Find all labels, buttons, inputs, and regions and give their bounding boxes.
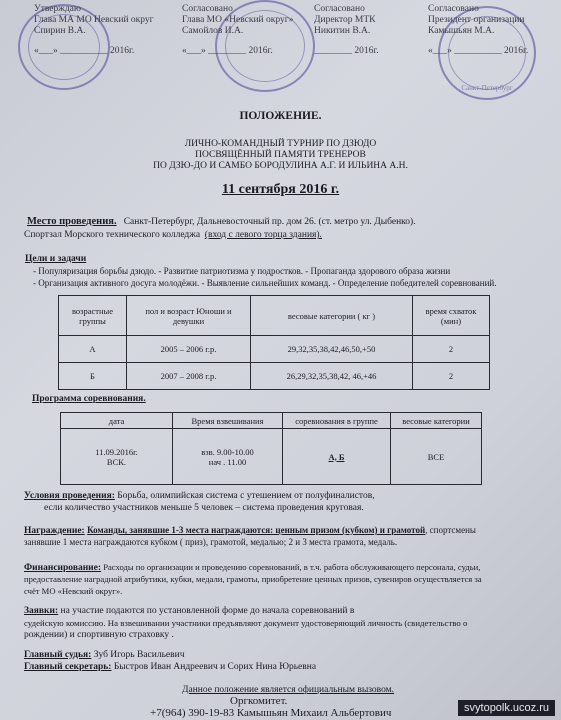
program-cell-weigh	[173, 429, 283, 485]
subtitle-2: ПОСВЯЩЁННЫЙ ПАМЯТИ ТРЕНЕРОВ	[195, 150, 366, 160]
groups-cell: А	[59, 336, 127, 363]
groups-cell: 2005 – 2006 г.р.	[127, 336, 251, 363]
approval-3-l3: Никитин В.А.	[314, 26, 371, 36]
program-weigh-2: нач . 11.00	[208, 456, 247, 467]
awards-line-2: занявшие 1 места награждаются кубком ( приз), грамотой, медалью; 2 и 3 места грамота, медаль.	[24, 537, 398, 547]
watermark[interactable]: svytopolk.ucoz.ru	[458, 700, 555, 716]
applications-text-1: на участие подаются по установленной форме до начала соревнований в	[60, 606, 355, 616]
groups-th-age: возрастные группы	[59, 296, 127, 336]
venue-address: Санкт-Петербург, Дальневосточный пр. дом 26. (ст. метро ул. Дыбенко).	[123, 217, 416, 227]
conditions-text-1: Борьба, олимпийская система с утешением от полуфиналистов,	[117, 491, 375, 501]
applications-label: Заявки:	[24, 606, 59, 616]
program-th-groups: соревнования в группе	[283, 413, 391, 429]
approval-2-l1: Согласовано	[182, 4, 233, 14]
program-th-weigh: Время взвешивания	[173, 413, 283, 429]
subtitle-3: ПО ДЗЮ-ДО И САМБО БОРОДУЛИНА А.Г. И ИЛЬИНА А.Н.	[153, 161, 408, 171]
approval-4-l1: Согласовано	[428, 4, 479, 14]
awards-tail: , спортсмены	[425, 525, 476, 535]
conditions-label: Условия проведения:	[24, 491, 115, 501]
groups-cell: Б	[59, 363, 127, 390]
stamp-3-text: Санкт-Петербург	[461, 84, 513, 92]
venue-gym: Спортзал Морского технического колледжа	[24, 230, 201, 240]
event-date: 11 сентября 2016 г.	[221, 182, 340, 197]
finance-text-1: Расходы по организации и проведению соревнований, в т.ч. работа обслуживающего персонала, судьи,	[103, 562, 481, 572]
approval-1-l2: Глава МА МО Невский округ	[34, 15, 154, 25]
groups-th-weights: весовые категории ( кг )	[251, 296, 413, 336]
venue-entrance: (вход с левого торца здания).	[204, 230, 322, 240]
program-groups: А, Б	[328, 451, 345, 462]
groups-th-time: время схваток (мин)	[413, 296, 490, 336]
approval-4	[428, 4, 528, 57]
finance-label: Финансирование:	[24, 563, 102, 573]
secretary-line	[24, 661, 316, 673]
table-row	[59, 336, 490, 363]
approval-2-l2: Глава МО «Невский округ»	[182, 15, 294, 25]
program-date-2: ВСК.	[106, 456, 127, 467]
applications-line-2: судейскую комиссию. На взвешивании участники предъявляют документ удостоверяющий личность (свидетельство о	[24, 618, 468, 628]
groups-cell: 2	[413, 363, 490, 390]
program-table	[60, 412, 482, 485]
groups-th-sex: пол и возраст Юноши и девушки	[127, 296, 251, 336]
awards-label: Награждение:	[24, 526, 85, 536]
approval-1-l4: «___» __________ 2016г.	[34, 46, 135, 56]
approval-3-l1: Согласовано	[314, 4, 365, 14]
secretary-label: Главный секретарь:	[24, 662, 112, 672]
approval-4-l3: Камышьян М.А.	[428, 26, 495, 36]
groups-cell: 2	[413, 336, 490, 363]
venue-line-2	[24, 229, 322, 241]
subtitle-1: ЛИЧНО-КОМАНДНЫЙ ТУРНИР ПО ДЗЮДО	[184, 139, 377, 149]
judge-line	[24, 649, 185, 661]
approval-2-l4: «___» ________ 2016г.	[182, 46, 273, 56]
program-th-date: дата	[61, 413, 173, 429]
awards-bold-text: Команды, занявшие 1-3 места награждаются: ценным призом (кубком) и грамотой	[87, 525, 426, 535]
conditions-line-1	[24, 490, 375, 502]
program-table-header	[61, 413, 482, 429]
applications-line-1	[24, 605, 354, 617]
approval-2-l3: Самойлов И.А.	[182, 26, 244, 36]
program-cell-groups	[283, 429, 391, 485]
program-label: Программа соревнования.	[32, 394, 146, 404]
approval-3-l2: Директор МТК	[314, 15, 376, 25]
footer-org: Оргкомитет.	[230, 695, 288, 707]
table-row	[59, 363, 490, 390]
groups-cell: 2007 – 2008 г.р.	[127, 363, 251, 390]
groups-cell: 29,32,35,38,42,46,50,+50	[251, 336, 413, 363]
applications-line-3: рождении) и спортивную страховку .	[24, 630, 174, 640]
groups-table	[58, 295, 490, 390]
groups-cell: 26,29,32,35,38,42, 46,+46	[251, 363, 413, 390]
conditions-line-2: если количество участников меньше 5 человек – система проведения круговая.	[44, 503, 364, 513]
goals-line-1: - Популяризация борьбы дзюдо. - Развитие патриотизма у подростков. - Пропаганда здорового образа жизни	[33, 266, 451, 276]
program-date-1: 11.09.2016г.	[95, 446, 138, 457]
program-th-weights: весовые категории	[391, 413, 482, 429]
approval-3-l4: ________ 2016г.	[314, 46, 379, 56]
program-weigh-1: взв. 9.00-10.00	[201, 446, 254, 457]
finance-line-3: счёт МО «Невский округ».	[24, 586, 123, 596]
approval-3	[314, 4, 379, 57]
groups-table-header	[59, 296, 490, 336]
approval-2	[182, 4, 293, 57]
judge-label: Главный судья:	[24, 650, 92, 660]
approval-1-l1: Утверждаю	[34, 4, 81, 14]
approval-1-l3: Спирин В.А.	[34, 26, 86, 36]
footer-contact: +7(964) 390-19-83 Камышьян Михаил Альбертович	[150, 707, 392, 719]
approval-1	[34, 4, 154, 57]
program-cell-date	[61, 429, 173, 485]
approval-4-l2: Президент организации	[428, 15, 525, 25]
approval-4-l4: «___» __________ 2016г.	[428, 46, 529, 56]
goals-label: Цели и задачи	[25, 254, 87, 264]
finance-line-2: предоставление наградной атрибутики, кубки, медали, грамоты, приобретение ценных призов, сувениров осуществляется за	[24, 574, 482, 584]
venue-label: Место проведения.	[27, 216, 117, 227]
judge-name: Зуб Игорь Васильевич	[93, 650, 185, 660]
table-row	[61, 429, 482, 485]
footer-note: Данное положение является официальным вызовом.	[182, 685, 395, 695]
venue-line-1	[27, 216, 416, 228]
program-cell-weights: ВСЕ	[391, 429, 482, 485]
secretary-name: Быстров Иван Андреевич и Сорих Нина Юрьевна	[113, 662, 317, 672]
goals-line-2: - Организация активного досуга молодёжи. - Выявление сильнейших команд. - Определение победителей соревнований.	[33, 278, 497, 288]
document-title: ПОЛОЖЕНИЕ.	[239, 110, 322, 122]
